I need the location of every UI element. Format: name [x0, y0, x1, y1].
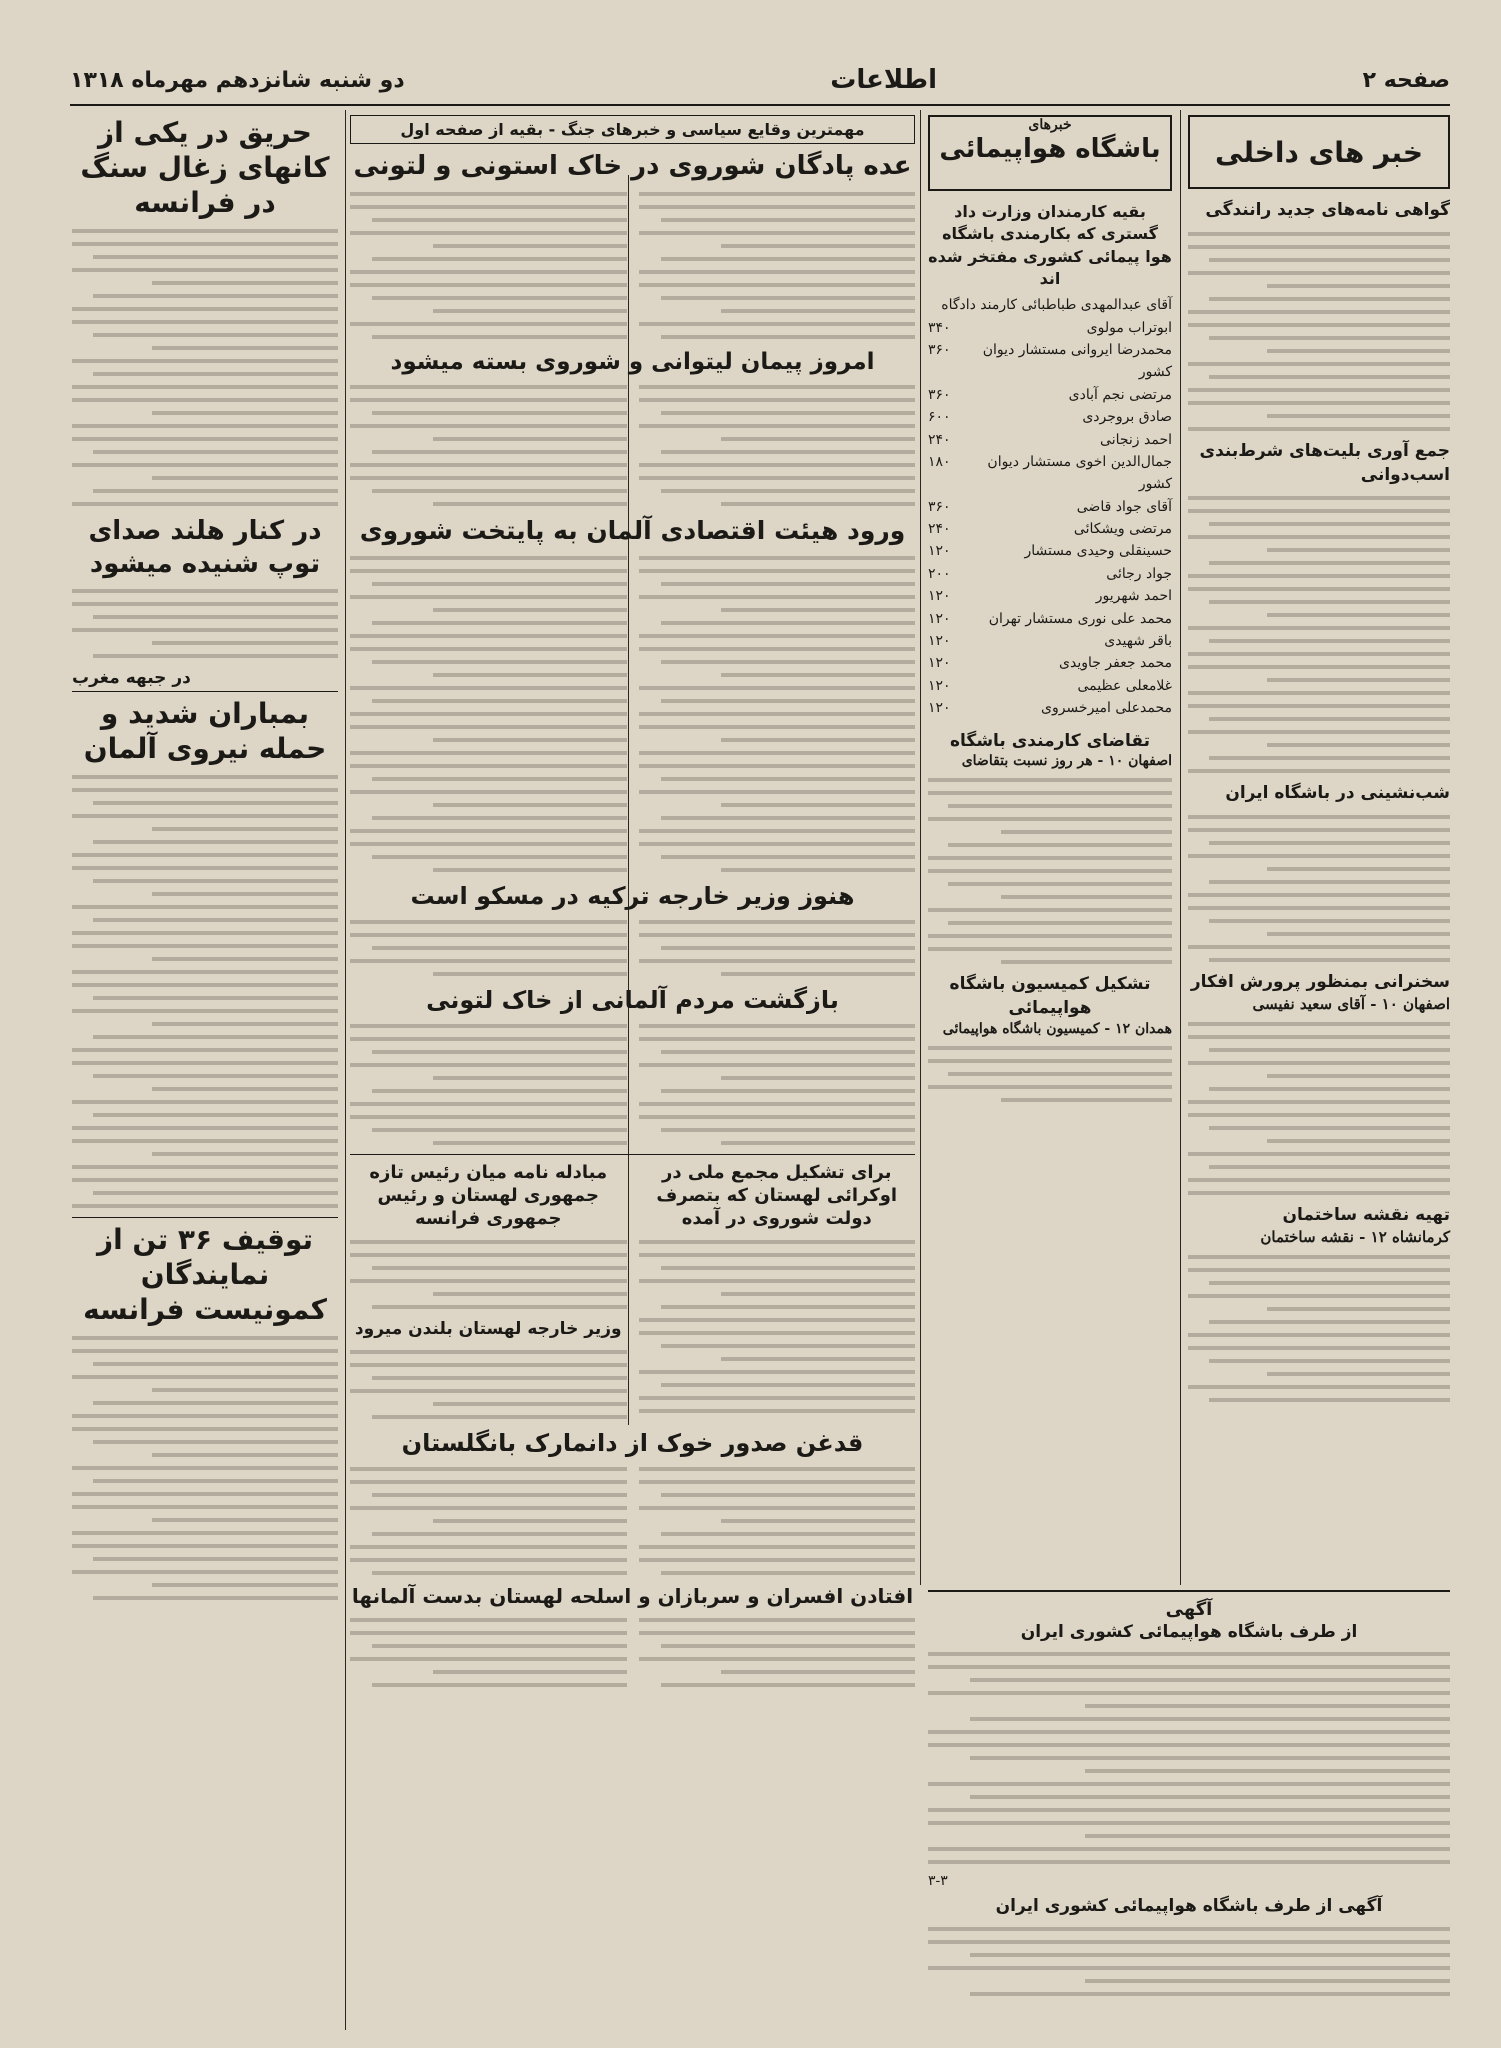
- notice-title: آگهی: [1165, 1599, 1213, 1620]
- member-row: [928, 451, 1172, 496]
- article-body: [1188, 815, 1450, 962]
- member-row: [928, 429, 1172, 451]
- section-label: در جبهه مغرب: [72, 668, 191, 688]
- member-row: [928, 585, 1172, 607]
- center-news: [350, 115, 915, 1696]
- headline: گواهی نامه‌های جدید رانندگی: [1205, 200, 1450, 220]
- member-name: احمد شهریور: [1095, 588, 1172, 605]
- center-banner: مهمترین وقایع سیاسی و خبرهای جنگ - بقیه از صفحه اول: [350, 115, 915, 144]
- member-name: احمد زنجانی: [1100, 431, 1172, 448]
- member-amount: ۱۲۰: [928, 588, 951, 605]
- headline: وزیر خارجه لهستان بلندن میرود: [354, 1318, 622, 1339]
- article-body: [1188, 232, 1450, 431]
- member-amount: ۱۲۰: [928, 700, 951, 717]
- member-name: غلامعلی عظیمی: [1077, 677, 1172, 694]
- aviation-first-line: آقای عبدالمهدی طباطبائی کارمند دادگاه: [941, 296, 1172, 313]
- headline: برای تشکیل مجمع ملی در اوکرائی لهستان که بتصرف دولت شوروی در آمده: [656, 1161, 898, 1230]
- member-list: [928, 317, 1172, 720]
- member-row: [928, 339, 1172, 384]
- notice-ref: ۳-۳: [928, 1873, 948, 1890]
- member-row: [928, 697, 1172, 719]
- member-amount: ۲۴۰: [928, 431, 951, 448]
- paper-name: اطلاعات: [830, 65, 938, 95]
- notice-block: [928, 1590, 1450, 2005]
- member-row: [928, 675, 1172, 697]
- member-row: [928, 317, 1172, 339]
- headline: بازگشت مردم آلمانی از خاک لتونی: [426, 985, 839, 1014]
- member-row: [928, 384, 1172, 406]
- headline: در کنار هلند صدای توپ شنیده میشود: [88, 516, 322, 579]
- headline: مبادله نامه میان رئیس تازه جمهوری لهستان و رئیس جمهوری فرانسه: [369, 1161, 608, 1230]
- section-title: خبر های داخلی: [1214, 135, 1424, 169]
- member-amount: ۲۴۰: [928, 521, 951, 538]
- member-name: جمال‌الدین اخوی مستشار دیوان کشور: [987, 453, 1172, 493]
- dateline: اصفهان ۱۰ - هر روز نسبت بتقاضای: [961, 753, 1172, 770]
- headline: عده پادگان شوروی در خاک استونی و لتونی: [353, 151, 912, 181]
- foreign-news-column: [72, 115, 338, 1609]
- notice-body: [928, 1927, 1450, 1996]
- article-body: [1188, 1255, 1450, 1402]
- member-name: حسینقلی وحیدی مستشار: [1024, 543, 1172, 560]
- member-amount: ۱۲۰: [928, 543, 951, 560]
- headline: تشکیل کمیسیون باشگاه هواپیمائی: [949, 974, 1151, 1019]
- article-body: [72, 589, 338, 658]
- aviation-intro: بقیه کارمندان وزارت داد گستری که بکارمندی باشگاه هوا پیمائی کشوری مفتخر شده اند: [928, 202, 1172, 289]
- member-name: محمدرضا ایروانی مستشار دیوان کشور: [982, 341, 1172, 381]
- headline: توقیف ۳۶ تن از نمایندگان کمونیست فرانسه: [72, 1217, 338, 1327]
- article-body: [72, 1336, 338, 1600]
- headline: افتادن افسران و سربازان و اسلحه لهستان بدست آلمانها: [351, 1584, 914, 1609]
- headline: ورود هیئت اقتصادی آلمان به پایتخت شوروی: [359, 516, 906, 546]
- member-amount: ۳۶۰: [928, 498, 951, 515]
- article-body: [1188, 1022, 1450, 1195]
- member-row: [928, 540, 1172, 562]
- divider: [920, 110, 921, 1585]
- headline: جمع آوری بلیت‌های شرط‌بندی اسب‌دوانی: [1199, 440, 1450, 485]
- headline: سخنرانی بمنظور پرورش افکار: [1190, 972, 1450, 993]
- article-body: [928, 778, 1172, 964]
- headline: تهیه نقشه ساختمان: [1282, 1204, 1450, 1225]
- aviation-title-box: [928, 115, 1172, 191]
- member-row: [928, 518, 1172, 540]
- masthead-rule: [70, 104, 1450, 106]
- dateline: کرمانشاه ۱۲ - نقشه ساختمان: [1260, 1227, 1450, 1246]
- member-amount: ۳۴۰: [928, 319, 951, 336]
- headline: تقاضای کارمندی باشگاه: [950, 730, 1150, 751]
- member-row: [928, 496, 1172, 518]
- article-body: [928, 1046, 1172, 1102]
- member-amount: ۳۶۰: [928, 386, 951, 403]
- article-body: [72, 775, 338, 1208]
- aviation-club-column: [928, 115, 1172, 1111]
- issue-date: دو شنبه شانزدهم مهرماه ۱۳۱۸: [70, 67, 405, 93]
- headline: امروز پیمان لیتوانی و شوروی بسته میشود: [390, 348, 875, 375]
- member-row: [928, 652, 1172, 674]
- aviation-title: باشگاه هواپیمائی: [939, 134, 1161, 164]
- article-body: [72, 229, 338, 506]
- page-number: صفحه ۲: [1362, 67, 1450, 93]
- member-row: [928, 563, 1172, 585]
- divider: [1180, 110, 1181, 1585]
- member-name: محمد جعفر جاویدی: [1059, 655, 1172, 672]
- section-box: [1188, 115, 1450, 189]
- headline: هنوز وزیر خارجه ترکیه در مسکو است: [410, 881, 855, 910]
- headline: حریق در یکی از کانهای زغال سنگ در فرانسه: [80, 116, 330, 219]
- member-amount: ۶۰۰: [928, 409, 951, 426]
- member-name: باقر شهیدی: [1104, 633, 1172, 650]
- member-row: [928, 630, 1172, 652]
- member-name: مرتضی ویشکائی: [1073, 521, 1172, 538]
- member-row: [928, 608, 1172, 630]
- member-amount: ۲۰۰: [928, 565, 951, 582]
- member-amount: ۱۲۰: [928, 610, 951, 627]
- member-amount: ۳۶۰: [928, 341, 951, 358]
- member-amount: ۱۲۰: [928, 677, 951, 694]
- member-amount: ۱۲۰: [928, 655, 951, 672]
- member-row: [928, 406, 1172, 428]
- member-name: صادق بروجردی: [1082, 409, 1172, 426]
- article-body: [1188, 496, 1450, 773]
- member-name: محمد علی نوری مستشار تهران: [988, 610, 1172, 627]
- masthead: [70, 60, 1450, 100]
- dateline: اصفهان ۱۰ - آقای سعید نفیسی: [1252, 994, 1450, 1013]
- dateline: همدان ۱۲ - کمیسیون باشگاه هواپیمائی: [942, 1020, 1172, 1037]
- domestic-news-column: [1188, 115, 1450, 1411]
- notice-title: آگهی از طرف باشگاه هواپیمائی کشوری ایران: [995, 1896, 1383, 1917]
- member-name: جواد رجائی: [1106, 565, 1172, 582]
- headline: قدغن صدور خوک از دانمارک بانگلستان: [401, 1429, 864, 1458]
- member-amount: ۱۸۰: [928, 453, 951, 470]
- member-name: آقای جواد قاضی: [1076, 498, 1172, 515]
- headline: شب‌نشینی در باشگاه ایران: [1225, 783, 1450, 804]
- notice-subtitle: از طرف باشگاه هواپیمائی کشوری ایران: [1020, 1622, 1358, 1643]
- member-name: ابوتراب مولوی: [1086, 319, 1172, 336]
- divider: [345, 110, 346, 2030]
- notice-body: [928, 1652, 1450, 1864]
- member-name: مرتضی نجم آبادی: [1068, 386, 1172, 403]
- member-name: محمدعلی امیرخسروی: [1040, 700, 1172, 717]
- member-amount: ۱۲۰: [928, 633, 951, 650]
- aviation-title-small: خبرهای: [1028, 117, 1072, 133]
- headline: بمباران شدید و حمله نیروی آلمان: [72, 691, 338, 766]
